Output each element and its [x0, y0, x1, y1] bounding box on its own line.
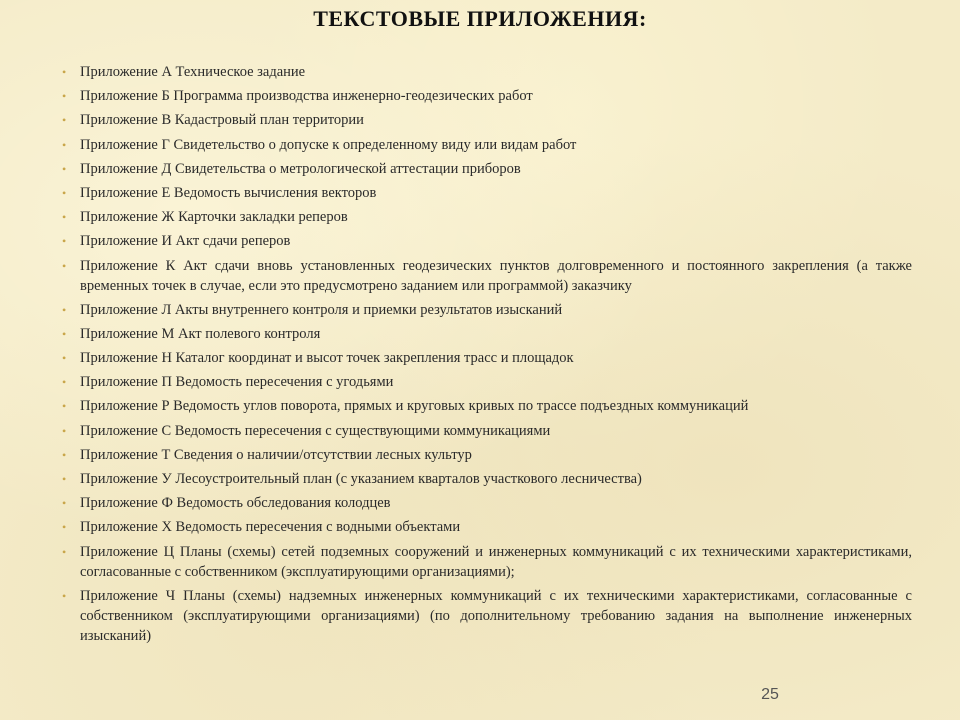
list-item — [62, 421, 912, 441]
bullet-icon: • — [62, 65, 67, 79]
page-number: 25 — [761, 686, 779, 703]
list-item-text: Приложение Е Ведомость вычисления векторов — [80, 184, 377, 201]
bullet-icon: • — [62, 351, 67, 366]
bullet-icon: • — [62, 302, 67, 317]
list-item — [62, 445, 912, 465]
bullet-icon: • — [62, 161, 67, 176]
list-item-text: Приложение А Техническое задание — [80, 64, 306, 80]
bullet-icon: • — [62, 185, 67, 200]
bullet-icon: • — [62, 258, 67, 273]
bullet-icon: • — [62, 113, 67, 128]
list-item — [62, 159, 912, 179]
list-item-text: Приложение П Ведомость пересечения с угодьями — [80, 374, 394, 391]
appendix-list — [62, 62, 912, 650]
bullet-icon: • — [62, 447, 67, 462]
list-item-text: Приложение Ч Планы (схемы) надземных инженерных коммуникаций с их техническими характеристиками, согласованные с собственником (эксплуатирующими организациями) (по дополнительному требованию задания на выполнение инженерных изысканий) — [80, 587, 912, 644]
list-item-text: Приложение В Кадастровый план территории — [80, 112, 364, 129]
list-item — [62, 348, 912, 368]
bullet-icon: • — [62, 588, 67, 603]
list-item-text: Приложение М Акт полевого контроля — [80, 325, 321, 342]
bullet-icon: • — [62, 375, 67, 390]
list-item-text: Приложение Т Сведения о наличии/отсутствии лесных культур — [80, 446, 472, 463]
list-item-text: Приложение Г Свидетельство о допуске к определенному виду или видам работ — [80, 136, 577, 153]
bullet-icon: • — [62, 89, 67, 104]
list-item — [62, 396, 912, 416]
bullet-icon: • — [62, 520, 67, 535]
list-item — [62, 493, 912, 513]
slide-title: ТЕКСТОВЫЕ ПРИЛОЖЕНИЯ: — [313, 6, 647, 31]
list-item — [62, 300, 912, 320]
list-item-text: Приложение Ц Планы (схемы) сетей подземных сооружений и инженерных коммуникаций с их техническими характеристиками, согласованные с собственником (эксплуатирующими организациями); — [80, 543, 912, 580]
list-item — [62, 324, 912, 344]
list-item — [62, 231, 912, 251]
bullet-icon: • — [62, 399, 67, 414]
list-item — [62, 86, 912, 106]
bullet-icon: • — [62, 326, 67, 341]
list-item-text: Приложение У Лесоустроительный план (с указанием кварталов участкового лесничества) — [80, 471, 642, 487]
list-item-text: Приложение И Акт сдачи реперов — [80, 233, 291, 250]
list-item — [62, 469, 912, 489]
list-item — [62, 183, 912, 203]
list-item — [62, 207, 912, 227]
list-item-text: Приложение Р Ведомость углов поворота, прямых и круговых кривых по трассе подъездных коммуникаций — [80, 398, 749, 415]
list-item — [62, 62, 912, 82]
list-item — [62, 542, 912, 582]
list-item — [62, 135, 912, 155]
list-item-text: Приложение Л Акты внутреннего контроля и приемки результатов изысканий — [80, 301, 563, 318]
bullet-icon: • — [62, 472, 67, 486]
list-item-text: Приложение К Акт сдачи вновь установленных геодезических пунктов долговременного и постоянного закрепления (а также временных точек в случае, если это предусмотрено заданием или программой) заказчику — [80, 257, 912, 294]
list-item-text: Приложение Ж Карточки закладки реперов — [80, 209, 348, 226]
list-item — [62, 586, 912, 646]
list-item — [62, 256, 912, 296]
list-item-text: Приложение Б Программа производства инженерно-геодезических работ — [80, 88, 533, 105]
list-item-text: Приложение Ф Ведомость обследования колодцев — [80, 495, 391, 512]
list-item-text: Приложение Х Ведомость пересечения с водными объектами — [80, 519, 461, 536]
list-item-text: Приложение Н Каталог координат и высот точек закрепления трасс и площадок — [80, 350, 574, 367]
list-item-text: Приложение С Ведомость пересечения с существующими коммуникациями — [80, 422, 551, 439]
bullet-icon: • — [62, 210, 67, 225]
list-item — [62, 372, 912, 392]
bullet-icon: • — [62, 496, 67, 511]
list-item — [62, 110, 912, 130]
bullet-icon: • — [62, 137, 67, 152]
bullet-icon: • — [62, 423, 67, 438]
list-item-text: Приложение Д Свидетельства о метрологической аттестации приборов — [80, 160, 521, 177]
bullet-icon: • — [62, 234, 67, 249]
list-item — [62, 517, 912, 537]
bullet-icon: • — [62, 544, 67, 559]
